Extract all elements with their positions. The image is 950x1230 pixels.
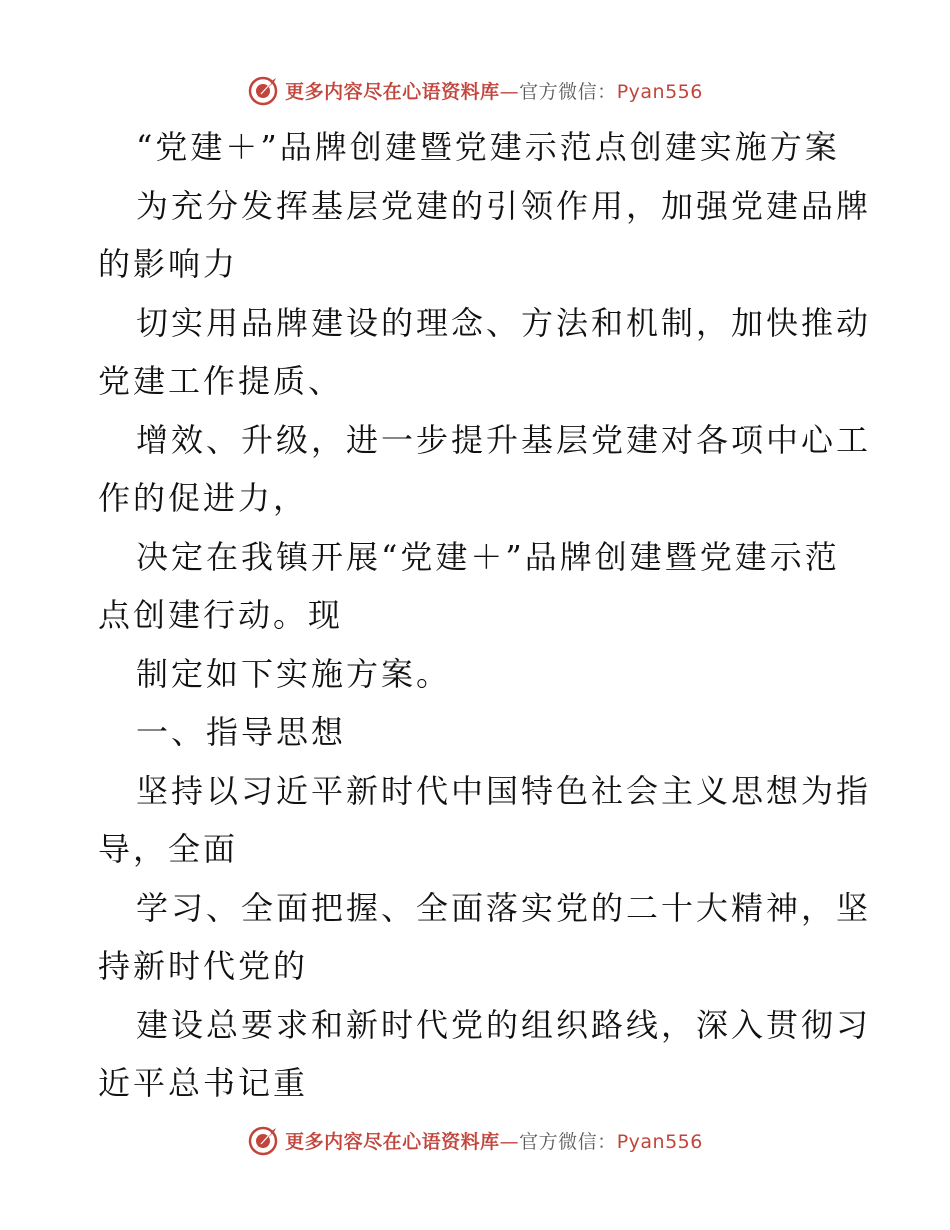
paragraph-line: 持新时代党的 — [98, 947, 309, 985]
footer-banner-dash: — — [499, 1130, 520, 1153]
header-banner-wechat-label: 官方微信： — [519, 80, 617, 103]
footer-banner-content — [247, 1124, 703, 1156]
paragraph-line: 决定在我镇开展“党建＋”品牌创建暨党建示范 — [136, 537, 840, 576]
paragraph-line: 坚持以习近平新时代中国特色社会主义思想为指 — [136, 771, 872, 810]
quill-logo-icon — [247, 1124, 279, 1156]
paragraph-line: 切实用品牌建设的理念、方法和机制，加快推动 — [136, 303, 872, 342]
footer-banner-wechat-id: Pyan556 — [616, 1130, 703, 1153]
document-title: “党建＋”品牌创建暨党建示范点创建实施方案 — [136, 128, 840, 166]
header-banner-wechat-id: Pyan556 — [616, 80, 703, 103]
paragraph-line: 建设总要求和新时代党的组织路线，深入贯彻习 — [136, 1005, 872, 1044]
header-banner-site: 更多内容尽在心语资料库 — [285, 80, 500, 103]
header-banner-text — [285, 77, 703, 104]
paragraph-line: 党建工作提质、 — [98, 362, 344, 400]
paragraph-line: 的影响力 — [98, 245, 239, 283]
paragraph-line: 增效、升级，进一步提升基层党建对各项中心工 — [136, 420, 872, 459]
footer-banner-site: 更多内容尽在心语资料库 — [285, 1130, 500, 1153]
footer-banner-wechat-label: 官方微信： — [519, 1130, 617, 1153]
header-banner-content — [247, 74, 703, 106]
paragraph-line: 制定如下实施方案。 — [136, 654, 452, 693]
paragraph-line: 作的促进力， — [98, 479, 309, 517]
paragraph-line: 近平总书记重 — [98, 1064, 309, 1102]
header-banner-dash: — — [499, 80, 520, 103]
header-banner — [0, 70, 950, 110]
paragraph-line: 学习、全面把握、全面落实党的二十大精神，坚 — [136, 888, 872, 927]
quill-logo-icon — [247, 74, 279, 106]
footer-banner — [0, 1120, 950, 1160]
document-body — [98, 118, 872, 1113]
footer-banner-text — [285, 1127, 703, 1154]
section-heading: 一、指导思想 — [136, 713, 347, 751]
paragraph-line: 点创建行动。现 — [98, 596, 344, 634]
paragraph-line: 导，全面 — [98, 830, 239, 868]
paragraph-line: 为充分发挥基层党建的引领作用，加强党建品牌 — [136, 186, 872, 225]
